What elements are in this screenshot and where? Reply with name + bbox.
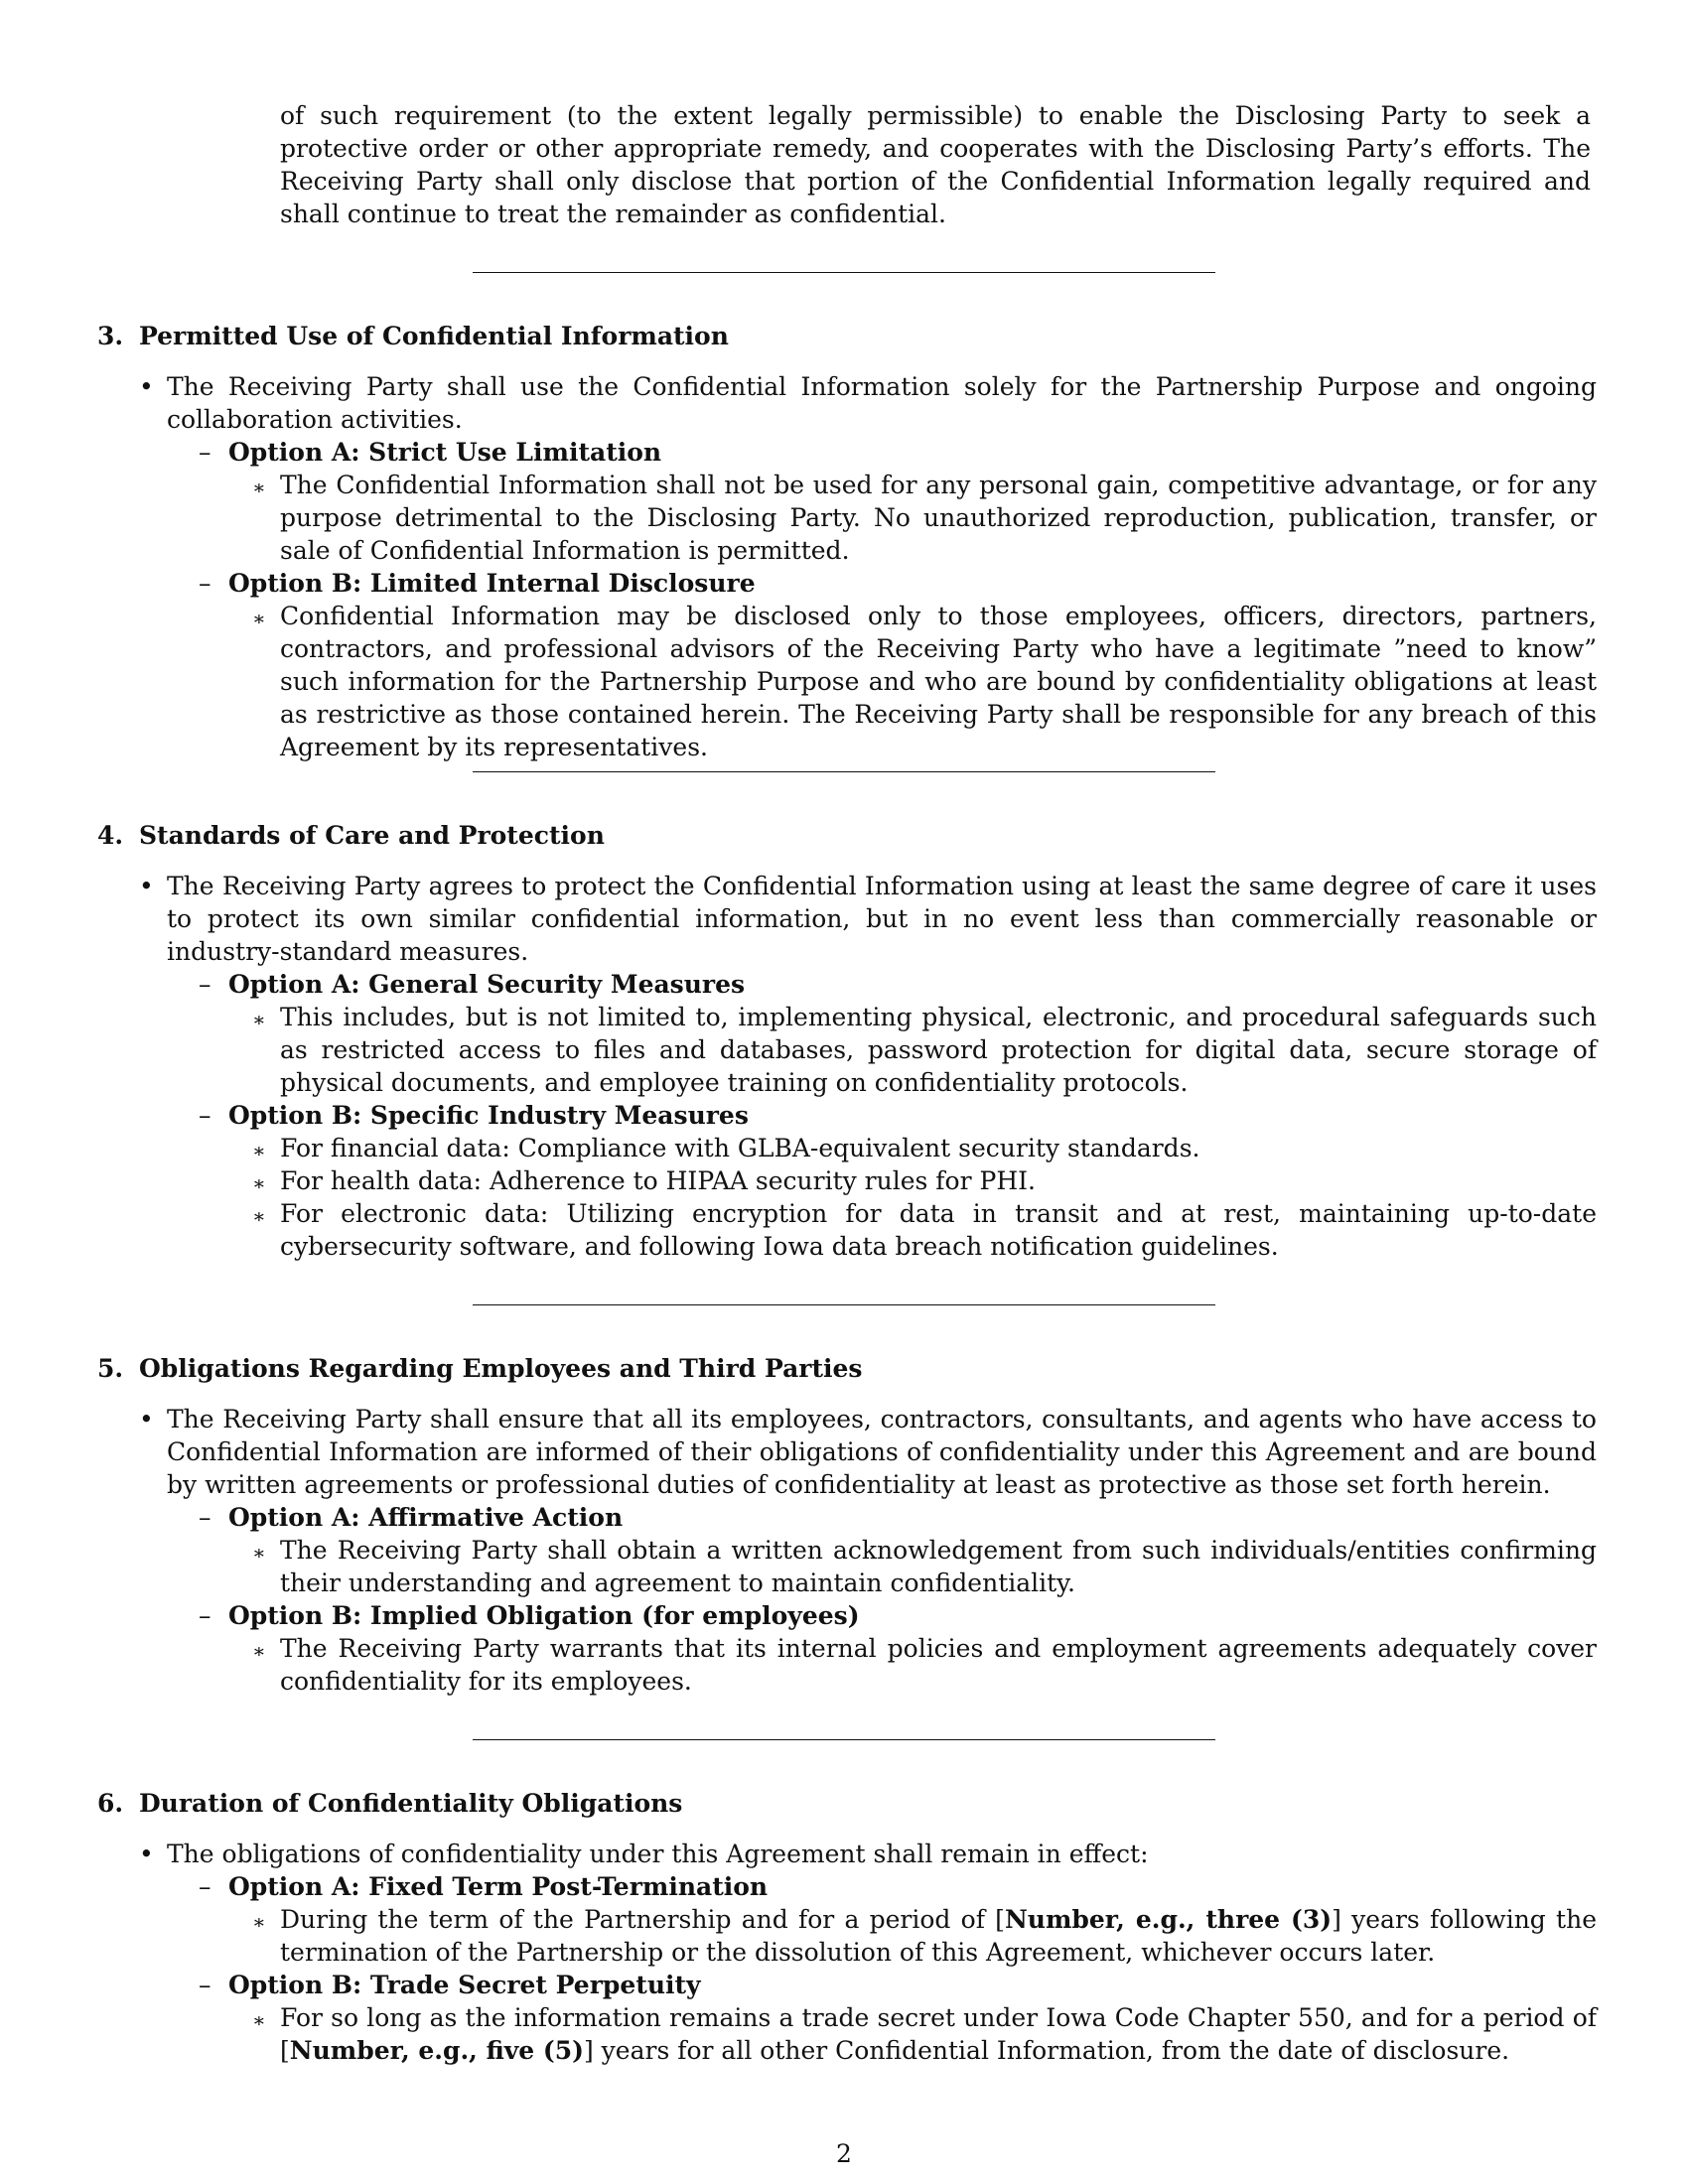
option-heading: – Option B: Trade Secret Perpetuity bbox=[199, 1971, 701, 1999]
asterisk-icon: ∗ bbox=[252, 1171, 266, 1195]
option-heading: – Option A: Strict Use Limitation bbox=[199, 438, 662, 467]
section-intro: • The Receiving Party shall ensure that all its employees, contractors, consultants, and agents who have access to Confidential Information are informed of their obligations of confidentiality under this Agreement and are bound by written agreements or professional duties of confidentiality at least as protective as those set forth herein. bbox=[139, 1405, 1597, 1499]
asterisk-icon: ∗ bbox=[252, 476, 266, 499]
dash-icon: – bbox=[199, 1971, 211, 1999]
dash-icon: – bbox=[199, 438, 211, 467]
section-heading bbox=[97, 1352, 1597, 1385]
section-4 bbox=[97, 819, 1597, 1263]
page-number: 2 bbox=[836, 2139, 852, 2168]
bullet-dot-icon: • bbox=[139, 872, 154, 900]
option-item: ∗ For health data: Adherence to HIPAA security rules for PHI. bbox=[280, 1164, 1597, 1197]
asterisk-icon: ∗ bbox=[252, 1008, 266, 1031]
option-heading: – Option B: Specific Industry Measures bbox=[199, 1101, 749, 1130]
section-divider bbox=[473, 1304, 1215, 1305]
option-heading: – Option A: Fixed Term Post-Termination bbox=[199, 1872, 769, 1901]
dash-icon: – bbox=[199, 1601, 211, 1630]
section-heading bbox=[97, 819, 1597, 852]
bullet-dot-icon: • bbox=[139, 1840, 154, 1868]
option-heading: – Option B: Implied Obligation (for employees) bbox=[199, 1601, 860, 1630]
section-title: Duration of Confidentiality Obligations bbox=[139, 1789, 683, 1818]
bullet-dot-icon: • bbox=[139, 1405, 154, 1433]
section-intro: • The Receiving Party agrees to protect the Confidential Information using at least the same degree of care it uses to protect its own similar confidential information, but in no event less than commercially reasonable or industry-standard measures. bbox=[139, 872, 1597, 966]
dash-icon: – bbox=[199, 1503, 211, 1532]
section-title: Standards of Care and Protection bbox=[139, 821, 605, 850]
option-item: ∗ The Receiving Party shall obtain a written acknowledgement from such individuals/entities confirming their understanding and agreement to maintain confidentiality. bbox=[252, 1536, 1597, 1597]
option-item: ∗ The Confidential Information shall not be used for any personal gain, competitive advantage, or for any purpose detrimental to the Disclosing Party. No unauthorized reproduction, publication, transfer, or sale of Confidential Information is permitted. bbox=[252, 471, 1597, 565]
section-5 bbox=[97, 1352, 1597, 1698]
bullet-dot-icon: • bbox=[139, 372, 154, 401]
dash-icon: – bbox=[199, 569, 211, 598]
option-heading: – Option B: Limited Internal Disclosure bbox=[199, 569, 756, 598]
section-intro: • The obligations of confidentiality under this Agreement shall remain in effect: bbox=[139, 1840, 1149, 1868]
asterisk-icon: ∗ bbox=[252, 607, 266, 630]
section-divider bbox=[473, 272, 1215, 273]
option-item: ∗ During the term of the Partnership and for a period of [Number, e.g., three (3)] years following the termination of the Partnership or the dissolution of this Agreement, whichever occurs later. bbox=[252, 1905, 1597, 1967]
section-number: 4. bbox=[97, 821, 124, 850]
continuation-paragraph: of such requirement (to the extent legally permissible) to enable the Disclosing Party to seek a protective order or other appropriate remedy, and cooperates with the Disclosing Party’s efforts. The Receiving Party shall only disclose that portion of the Confidential Information legally required and shall continue to treat the remainder as confidential. bbox=[280, 101, 1591, 228]
option-item: ∗ Confidential Information may be disclosed only to those employees, officers, directors, partners, contractors, and professional advisors of the Receiving Party who have a legitimate ”need to know” such information for the Partnership Purpose and who are bound by confidentiality obligations at least as restrictive as those contained herein. The Receiving Party shall be responsible for any breach of this Agreement by its representatives. bbox=[252, 602, 1597, 761]
section-number: 5. bbox=[97, 1354, 124, 1383]
asterisk-icon: ∗ bbox=[252, 1139, 266, 1162]
option-item: ∗ The Receiving Party warrants that its internal policies and employment agreements adequately cover confidentiality for its employees. bbox=[252, 1634, 1597, 1696]
asterisk-icon: ∗ bbox=[252, 2008, 266, 2032]
section-divider bbox=[473, 1739, 1215, 1740]
section-divider bbox=[473, 771, 1215, 772]
option-item: ∗ This includes, but is not limited to, implementing physical, electronic, and procedural safeguards such as restricted access to files and databases, password protection for digital data, secure storage of physical documents, and employee training on confidentiality protocols. bbox=[252, 1003, 1597, 1097]
dash-icon: – bbox=[199, 1101, 211, 1130]
dash-icon: – bbox=[199, 970, 211, 999]
placeholder-term: Number, e.g., five (5) bbox=[289, 2036, 584, 2065]
option-item: ∗ For financial data: Compliance with GLBA-equivalent security standards. bbox=[280, 1132, 1597, 1164]
section-6 bbox=[97, 1787, 1597, 2067]
asterisk-icon: ∗ bbox=[252, 1204, 266, 1228]
section-heading bbox=[97, 320, 1597, 352]
section-number: 6. bbox=[97, 1789, 124, 1818]
asterisk-icon: ∗ bbox=[252, 1910, 266, 1934]
section-title: Obligations Regarding Employees and Third Parties bbox=[139, 1354, 863, 1383]
section-3 bbox=[97, 320, 1597, 763]
option-heading: – Option A: General Security Measures bbox=[199, 970, 746, 999]
section-heading bbox=[97, 1787, 1597, 1820]
option-item: ∗ For electronic data: Utilizing encryption for data in transit and at rest, maintaining up-to-date cybersecurity software, and following Iowa data breach notification guidelines. bbox=[252, 1199, 1597, 1261]
asterisk-icon: ∗ bbox=[252, 1639, 266, 1663]
section-intro: • The Receiving Party shall use the Confidential Information solely for the Partnership Purpose and ongoing collaboration activities. bbox=[139, 372, 1597, 434]
asterisk-icon: ∗ bbox=[252, 1541, 266, 1565]
section-title: Permitted Use of Confidential Information bbox=[139, 322, 729, 350]
placeholder-term: Number, e.g., three (3) bbox=[1004, 1905, 1333, 1934]
option-heading: – Option A: Affirmative Action bbox=[199, 1503, 624, 1532]
section-number: 3. bbox=[97, 322, 124, 350]
option-item: ∗ For so long as the information remains a trade secret under Iowa Code Chapter 550, and for a period of [Number, e.g., five (5)] years for all other Confidential Information, from the date of disclosure. bbox=[252, 2003, 1597, 2065]
dash-icon: – bbox=[199, 1872, 211, 1901]
